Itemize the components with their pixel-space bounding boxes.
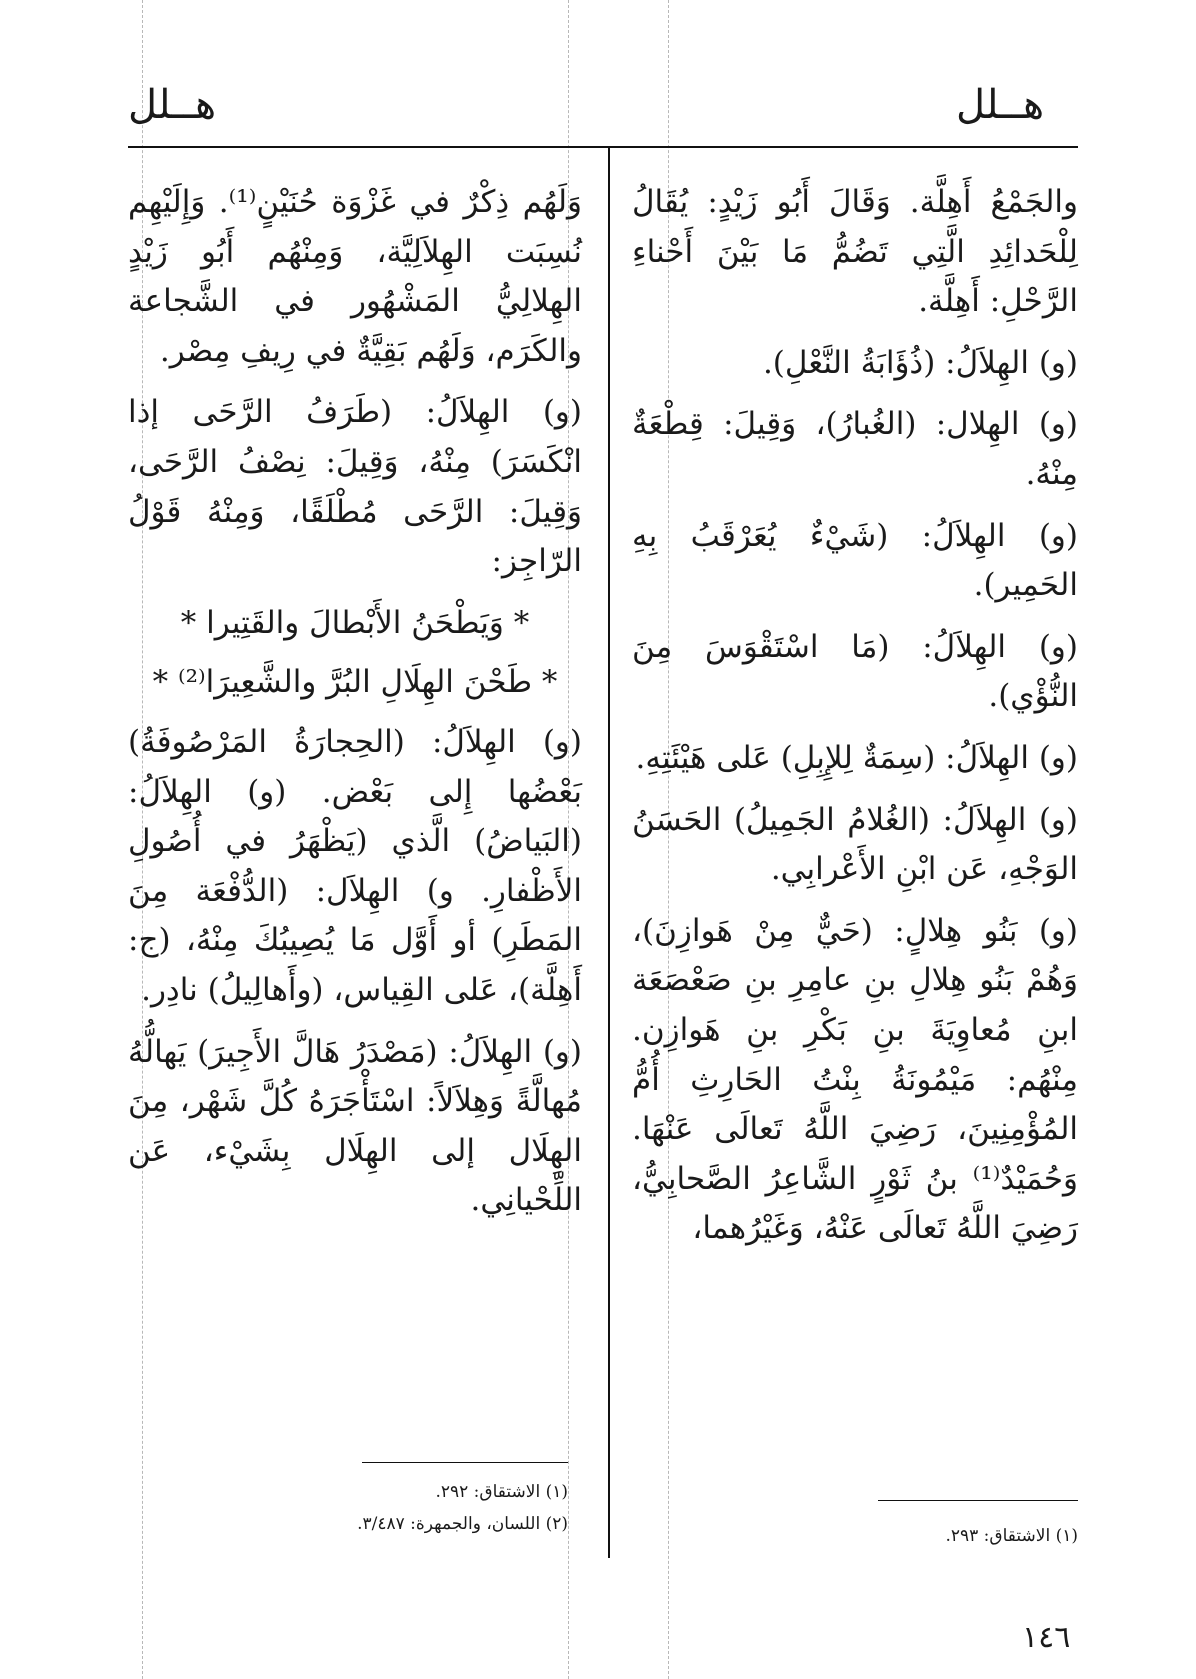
paragraph: (و) الهِلاَلُ: (شَيْءٌ يُعَرْقَبُ بِهِ الحَمِير).	[632, 517, 1078, 604]
paragraph: والجَمْعُ أَهِلَّة. وَقَالَ أَبُو زَيْدٍ: يُقَالُ لِلْحَدائِدِ الَّتِي تَضُمُّ مَا بَيْنَ أَحْناءِ الرَّحْلِ: أَهِلَّة.	[632, 184, 1078, 320]
right-column	[632, 178, 1078, 1266]
header-rule	[128, 146, 1078, 148]
footnote-rule-right	[878, 1500, 1078, 1501]
footnote: (١) الاشتقاق: ٢٩٢.	[435, 1482, 568, 1502]
paragraph: (و) الهِلاَلُ: (مَا اسْتَقْوَسَ مِنَ النُّؤْي).	[632, 628, 1078, 715]
footnote-rule-left	[362, 1462, 568, 1463]
paragraph: (و) بَنُو هِلالٍ: (حَيٌّ مِنْ هَوازِنَ)، وَهُمْ بَنُو هِلالِ بنِ عامِرِ بنِ صَعْصَعَة ابنِ مُعاوِيَةَ بنِ بَكْرِ بنِ هَوازِن. مِنْهُم: مَيْمُونَةُ بِنْتُ الحَارِثِ أُمُّ المُؤْمِنِينَ، رَضِيَ اللَّهُ تَعالَى عَنْهَا. وَحُمَيْدٌ⁽¹⁾ بنُ ثَوْرٍ الشَّاعِرُ الصَّحابِيُّ، رَضِيَ اللَّهُ تَعالَى عَنْهُ، وَغَيْرُهما،	[632, 912, 1078, 1247]
paragraph: (و) الهِلاَلُ: (مَصْدَرُ هَالَّ الأَجِيرَ) يَهالُّهُ مُهالَّةً وَهِلاَلاً: اسْتَأْجَرَهُ كُلَّ شَهْر، مِنَ الهِلَال إلى الهِلَال بِشَيْء، عَن اللِّحْيانِي.	[128, 1033, 582, 1219]
paragraph: (و) الهِلاَلُ: (طَرَفُ الرَّحَى إذا انْكَسَرَ) مِنْهُ، وَقِيلَ: نِصْفُ الرَّحَى، وَقِيلَ: الرَّحَى مُطْلَقًا، وَمِنْهُ قَوْلُ الرّاجِز:	[128, 394, 582, 580]
paragraph: وَلَهُم ذِكْرٌ في غَزْوَة حُنَيْنٍ⁽¹⁾. وَإِلَيْهِم نُسِبَت الهِلاَلِيَّة، وَمِنْهُم أَبُو زَيْدٍ الهِلالِيُّ المَشْهُور في الشَّجاعة والكَرَم، وَلَهُم بَقِيَّةٌ في رِيفِ مِصْر.	[128, 184, 582, 369]
footnote: (١) الاشتقاق: ٢٩٣.	[945, 1526, 1078, 1546]
header-right-word: هــلل	[956, 82, 1045, 128]
paragraph: (و) الهِلاَلُ: (الحِجارَةُ المَرْصُوفَةُ) بَعْضُها إِلى بَعْض. (و) الهِلاَلُ: (البَياضُ) الَّذي (يَظْهَرُ في أُصُولِ الأَظْفارِ. و) الهِلاَل: (الدُّفْعَة مِنَ المَطَرِ) أو أَوَّل مَا يُصِيبُكَ مِنْهُ، (ج: أَهِلَّة)، عَلى القِياس، (وأَهالِيلُ) نادِر.	[128, 723, 582, 1008]
footnotes-right	[632, 1520, 1078, 1552]
verse-line: * وَيَطْحَنُ الأَبْطالَ والقَتِيرا *	[180, 604, 530, 641]
footnotes-left	[128, 1476, 568, 1541]
page-number: ١٤٦	[1022, 1620, 1071, 1655]
paragraph: (و) الهِلاَلُ: (ذُؤَابَةُ النَّعْلِ).	[762, 344, 1078, 381]
left-column	[128, 178, 582, 1238]
header-left-word: هــلل	[128, 82, 217, 128]
paragraph: (و) الهِلاَلُ: (الغُلامُ الجَمِيلُ) الحَسَنُ الوَجْهِ، عَن ابْنِ الأَعْرابِي.	[632, 801, 1078, 888]
footnote: (٢) اللسان، والجمهرة: ٣/٤٨٧.	[357, 1514, 568, 1535]
paragraph: (و) الهِلاَلُ: (سِمَةٌ لِلإِبِلِ) عَلى هَيْئَتِهِ.	[635, 739, 1078, 776]
verse-line: * طَحْنَ الهِلَالِ البُرَّ والشَّعِيرَا⁽²⁾ *	[152, 664, 558, 701]
paragraph: (و) الهِلال: (الغُبارُ)، وَقِيلَ: قِطْعَةٌ مِنْهُ.	[632, 406, 1078, 492]
column-divider	[608, 148, 610, 1558]
